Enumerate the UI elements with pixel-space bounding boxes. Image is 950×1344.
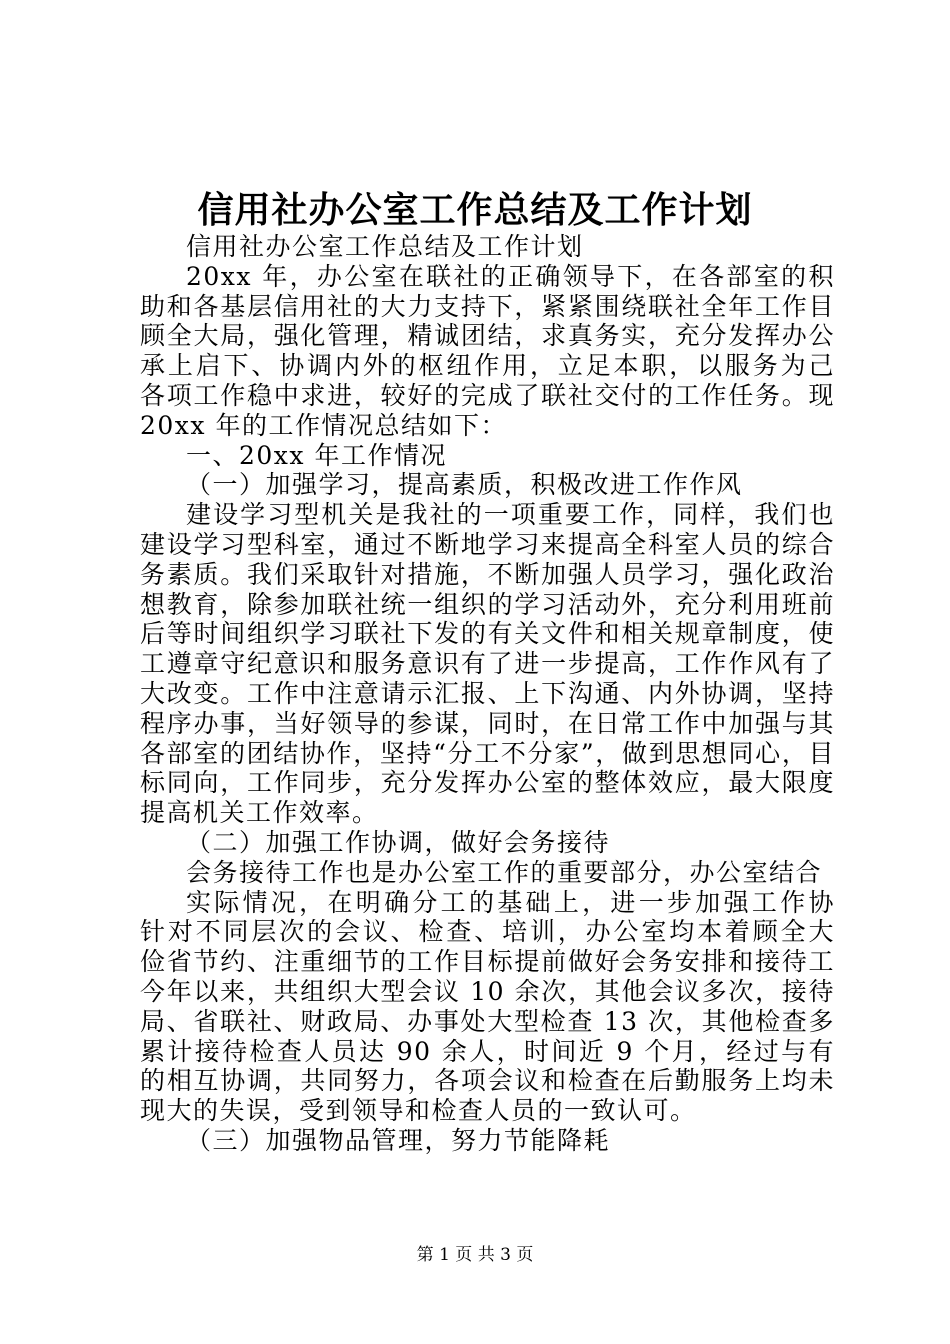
paragraph-line: （三）加强物品管理，努力节能降耗 [186,1125,611,1155]
paragraph-line: 各项工作稳中求进，较好的完成了联社交付的工作任务。现 [140,380,835,410]
paragraph-line: 工遵章守纪意识和服务意识有了进一步提高，工作作风有了 [140,649,835,679]
paragraph-line: 的相互协调，共同努力，各项会议和检查在后勤服务上均未 [140,1066,835,1096]
paragraph-line: （二）加强工作协调，做好会务接待 [186,827,611,857]
paragraph-line: 各部室的团结协作，坚持“分工不分家”，做到思想同心，目 [140,738,835,768]
paragraph-line: 针对不同层次的会议、检查、培训，办公室均本着顾全大 [140,917,835,947]
paragraph-line: 承上启下、协调内外的枢纽作用，立足本职，以服务为己 [140,351,835,381]
paragraph-line: 提高机关工作效率。 [140,798,379,828]
page-title: 信用社办公室工作总结及工作计划 [197,189,753,231]
paragraph-line: 俭省节约、注重细节的工作目标提前做好会务安排和接待工 [140,947,835,977]
paragraph-line: 今年以来，共组织大型会议 10 余次，其他会议多次，接待 [140,976,835,1006]
document-body [140,232,835,1156]
paragraph-line: 建设学习型科室，通过不断地学习来提高全科室人员的综合 [140,529,835,559]
paragraph-line: 信用社办公室工作总结及工作计划 [186,232,584,261]
paragraph-line: 助和各基层信用社的大力支持下，紧紧围绕联社全年工作目 [140,291,835,321]
paragraph-line: 现大的失误，受到领导和检查人员的一致认可。 [140,1096,697,1126]
paragraph-line: 会务接待工作也是办公室工作的重要部分，办公室结合 [186,857,823,887]
paragraph-line: 累计接待检查人员达 90 余人，时间近 9 个月，经过与有 [140,1036,835,1066]
paragraph-line: （一）加强学习，提高素质，积极改进工作作风 [186,470,743,500]
paragraph-line: 实际情况，在明确分工的基础上，进一步加强工作协 [186,887,835,917]
paragraph-line: 标同向，工作同步，充分发挥办公室的整体效应，最大限度 [140,768,835,798]
paragraph-line: 建设学习型机关是我社的一项重要工作，同样，我们也 [186,500,835,530]
page-footer: 第 1 页 共 3 页 [416,1245,534,1265]
paragraph-line: 后等时间组织学习联社下发的有关文件和相关规章制度，使 [140,619,835,649]
paragraph-line: 局、省联社、财政局、办事处大型检查 13 次，其他检查多 [140,1006,835,1036]
paragraph-line: 20xx 年的工作情况总结如下： [140,410,507,440]
paragraph-line: 一、20xx 年工作情况 [186,440,447,470]
paragraph-line: 务素质。我们采取针对措施，不断加强人员学习，强化政治 [140,559,835,589]
paragraph-line: 顾全大局，强化管理，精诚团结，求真务实，充分发挥办公 [140,321,835,351]
paragraph-line: 程序办事，当好领导的参谋，同时，在日常工作中加强与其 [140,708,835,738]
paragraph-line: 20xx 年，办公室在联社的正确领导下，在各部室的积 [186,261,835,291]
paragraph-line: 想教育，除参加联社统一组织的学习活动外，充分利用班前 [140,589,835,619]
paragraph-line: 大改变。工作中注意请示汇报、上下沟通、内外协调，坚持 [140,678,835,708]
